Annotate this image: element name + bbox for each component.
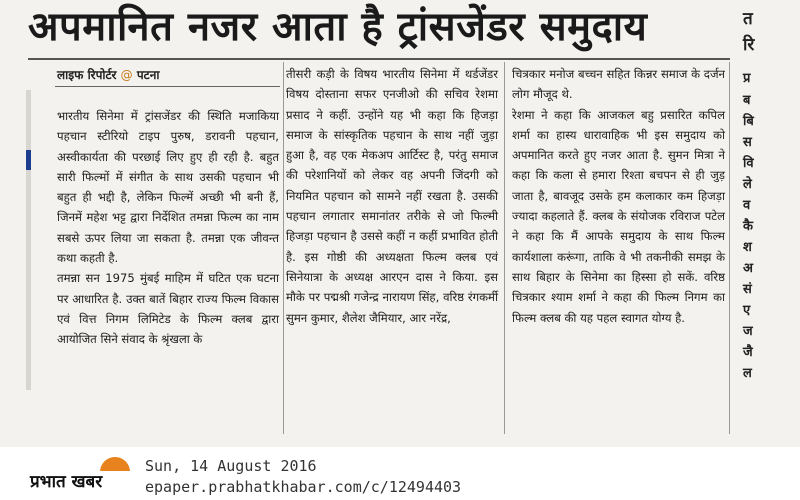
paragraph: तीसरी कड़ी के विषय भारतीय सिनेमा में थर्डजेंडर विषय दोस्ताना सफर एनजीओ की सचिव रेशमा प्रसाद ने कहीं. उन्होंने यह भी कहा कि हिजड़ा समाज के सांस्कृतिक पहचान के साथ नहीं जुड़ा हुआ है, वह एक मेकअप आर्टिस्ट है, परंतु समाज की परेशानियों को लेकर वह अपनी जिंदगी को नियमित पहचान को सामने नहीं रखता है. उसकी पहचान लगातार समानांतर तरीके से जो फिल्मी हिजड़ा पहचान है उससे कहीं न कहीं प्रभावित होती है. इस गोष्ठी की अध्यक्षता फिल्म क्लब एवं सिनेयात्रा के अध्यक्ष आरएन दास ने किया. इस मौके पर पद्मश्री गजेन्द्र नारायण सिंह, वरिष्ठ रंगकर्मी सुमन कुमार, शैलेश जैमियार, आर नरेंद्र, — [286, 67, 498, 325]
epaper-url[interactable]: epaper.prabhatkhabar.com/c/12494403 — [145, 478, 462, 496]
logo-text: प्रभात खबर — [30, 472, 103, 492]
byline-at-symbol: @ — [120, 68, 133, 82]
fragment: बि — [743, 114, 754, 129]
article-column-2 — [286, 64, 498, 328]
edition-date: Sun, 14 August 2016 — [145, 457, 317, 475]
fragment: ए — [743, 303, 751, 318]
column-divider — [504, 62, 505, 434]
fragment: श — [743, 240, 752, 255]
paragraph: रेशमा ने कहा कि आजकल बहु प्रसारित कपिल शर्मा का हास्य धारावाहिक भी इस समुदाय को अपमानित करते हुए नजर आता है. सुमन मित्रा ने कहा कि कला से हमारा रिश्ता बचपन से ही जुड़ जाता है, बावजूद उसके हम कलाकार कम हिजड़ा ज्यादा कहलाते हैं. क्लब के संयोजक रविराज पटेल ने कहा कि मैं आपके समुदाय के साथ फिल्म कार्यशाला करूंगा, ताकि वे भी तकनीकी समझ के साथ बिहार के सिनेमा का हिस्सा हो सकें. वरिष्ठ चित्रकार श्याम शर्मा ने कहा की फिल्म निगम का फिल्म क्लब की यह पहल स्वागत योग्य है. — [512, 107, 725, 325]
fragment: अ — [743, 261, 753, 276]
byline-rule — [55, 86, 280, 87]
fragment: स — [743, 135, 752, 150]
prabhat-khabar-logo[interactable] — [30, 469, 140, 491]
fragment: व — [743, 198, 751, 213]
fragment: ज — [743, 324, 753, 339]
fragment: ल — [743, 366, 752, 381]
fragment: ले — [743, 177, 752, 192]
fragment: रि — [743, 35, 755, 55]
column-divider — [283, 62, 284, 434]
epaper-footer — [0, 447, 800, 500]
adjacent-article-edge — [740, 0, 800, 447]
fragment: सं — [743, 282, 752, 297]
sun-icon — [100, 457, 130, 471]
fragment: त — [743, 9, 753, 29]
fragment: वि — [743, 156, 754, 171]
article-column-3 — [512, 64, 725, 328]
photo-edge — [26, 90, 31, 390]
byline — [57, 66, 159, 83]
paragraph: तमन्ना सन 1975 मुंबई माहिम में घटित एक घटना पर आधारित है. उक्त बातें बिहार राज्य फिल्म विकास एवं वित्त निगम लिमिटेड के फिल्म क्लब द्वारा आयोजित सिने संवाद के श्रृंखला के — [57, 271, 279, 347]
article-column-1 — [57, 106, 279, 350]
byline-city: पटना — [136, 68, 160, 82]
byline-reporter: लाइफ रिपोर्टर — [57, 68, 117, 82]
column-divider — [729, 62, 730, 434]
fragment: प्र — [743, 71, 751, 86]
paragraph: चित्रकार मनोज बच्चन सहित किन्नर समाज के दर्जन लोग मौजूद थे. — [512, 67, 725, 102]
paragraph: भारतीय सिनेमा में ट्रांसजेंडर की स्थिति मजाकिया पहचान स्टीरियो टाइप पुरुष, डरावनी पहचान, अस्वीकार्यता की परछाई लिए हुए ही रही है. बहुत सारी फिल्मों में संगीत के साथ उसकी पहचान भी बहुत ही भद्दी है, लेकिन फिल्में अच्छी भी बनी हैं, जिनमें महेश भट्ट द्वारा निर्देशित तमन्ना फिल्म का नाम सबसे ऊपर लिया जा सकता है. तमन्ना एक जीवन्त कथा कहती है. — [57, 109, 279, 266]
headline: अपमानित नजर आता है ट्रांसजेंडर समुदाय — [28, 4, 648, 50]
photo-mark — [26, 150, 31, 170]
headline-rule — [28, 58, 730, 60]
fragment: जै — [743, 345, 753, 360]
fragment: कै — [743, 219, 753, 234]
fragment: ब — [743, 93, 751, 108]
